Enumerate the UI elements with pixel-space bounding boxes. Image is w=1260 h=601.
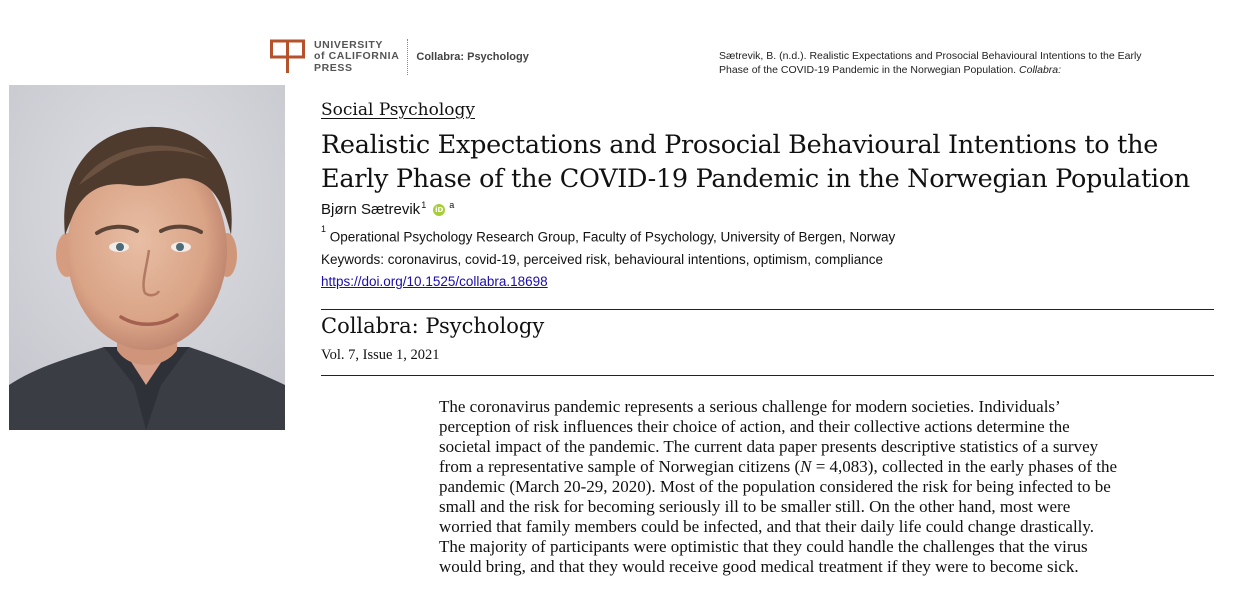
journal-name: Collabra: Psychology bbox=[321, 314, 545, 338]
ucpress-book-icon bbox=[270, 38, 306, 76]
article-title: Realistic Expectations and Prosocial Behavioural Intentions to the Early Phase of the COVID-19 Pandemic in the Norwegian Population bbox=[321, 130, 1190, 194]
orcid-icon[interactable]: iD bbox=[435, 205, 444, 214]
author-note-sup: a bbox=[449, 199, 455, 210]
keywords: Keywords: coronavirus, covid-19, perceived risk, behavioural intentions, optimism, compliance bbox=[321, 252, 884, 267]
doi-link[interactable]: https://doi.org/10.1525/collabra.18698 bbox=[321, 274, 548, 289]
author-name[interactable]: Bjørn Sætrevik bbox=[321, 201, 421, 218]
citation bbox=[719, 50, 1169, 77]
affiliation-text: Operational Psychology Research Group, Faculty of Psychology, University of Bergen, Norway bbox=[329, 229, 896, 245]
abstract-n-symbol: N bbox=[800, 457, 812, 476]
author-line bbox=[321, 201, 454, 218]
citation-text: Sætrevik, B. (n.d.). Realistic Expectations and Prosocial Behavioural Intentions to the Early Phase of the COVID-19 Pandemic in the Norwegian Population. bbox=[719, 50, 1142, 76]
journal-volume: Vol. 7, Issue 1, 2021 bbox=[321, 347, 440, 363]
affiliation-sup: 1 bbox=[321, 224, 327, 234]
author-photo bbox=[9, 85, 285, 430]
author-portrait-image bbox=[9, 85, 285, 430]
top-divider bbox=[321, 309, 1214, 310]
publisher-logo bbox=[270, 38, 529, 76]
abstract bbox=[439, 397, 1119, 577]
bottom-divider bbox=[321, 375, 1214, 376]
abstract-part1: The coronavirus pandemic represents a serious challenge for modern societies. Individuals’ perception of risk influences their choice of action, and their collective actions determine the societal impact of the pandemic. The current data paper presents descriptive statistics of a survey from a representative sample of Norwegian citizens ( bbox=[439, 397, 1099, 476]
journal-logo-text: Collabra: Psychology bbox=[416, 51, 529, 63]
affiliation bbox=[321, 224, 896, 245]
publisher-name: UNIVERSITY of CALIFORNIA PRESS bbox=[314, 38, 400, 74]
author-affiliation-sup: 1 bbox=[421, 199, 427, 210]
abstract-part2: = 4,083), collected in the early phases of the pandemic (March 20-29, 2020). Most of the population considered the risk for being infected to be small and the risk for becoming seriously ill to be smaller still. On the other hand, most were worried that family members could be infected, and that their daily life could change drastically. The majority of participants were optimistic that they could handle the challenges that the virus would bring, and that they would receive good medical treatment if they were to become sick. bbox=[439, 457, 1118, 576]
logo-divider bbox=[407, 39, 408, 75]
citation-journal: Collabra: bbox=[1019, 63, 1062, 76]
section-label[interactable]: Social Psychology bbox=[321, 100, 475, 120]
